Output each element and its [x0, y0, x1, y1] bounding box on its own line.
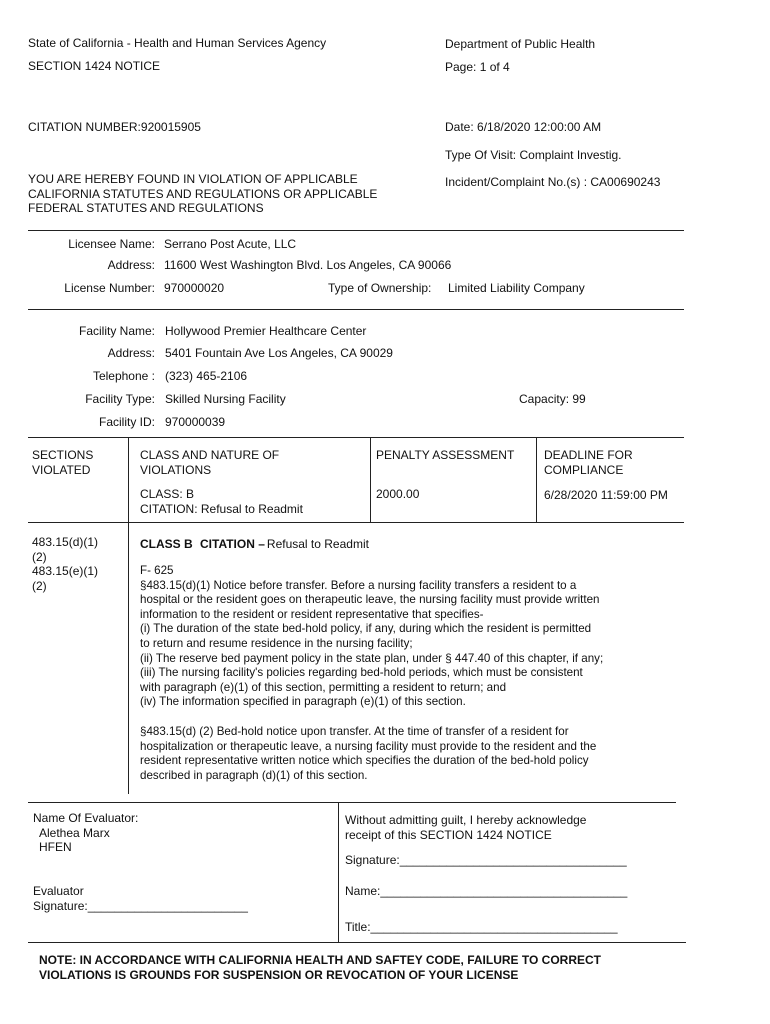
visit-type: Type Of Visit: Complaint Investig.: [445, 148, 622, 162]
section-code: 483.15(e)(1): [32, 564, 99, 579]
regulation-line: hospitalization or therapeutic leave, a nursing facility must provide to the resident and the: [140, 739, 597, 753]
page-indicator: Page: 1 of 4: [445, 60, 510, 74]
license-number-label: License Number:: [64, 281, 155, 295]
section-code: 483.15(d)(1): [32, 535, 99, 549]
evaluator-signature-line: Signature:________________________: [33, 899, 248, 913]
recipient-title-field[interactable]: Title:_____________________________________: [345, 920, 618, 934]
violation-statement: [28, 172, 377, 216]
facility-name: Hollywood Premier Healthcare Center: [165, 324, 367, 338]
violation-statement-line: CALIFORNIA STATUTES AND REGULATIONS OR APPLICABLE: [28, 186, 378, 201]
citation-number-label: CITATION NUMBER:: [28, 120, 141, 134]
citation-number: [28, 120, 201, 134]
ownership-type: Limited Liability Company: [448, 281, 585, 295]
sections-header-line: VIOLATED: [32, 462, 91, 477]
violation-heading-class: CLASS B: [140, 537, 193, 551]
footer-note: [39, 953, 601, 982]
regulation-line: (ii) The reserve bed payment policy in the state plan, under § 447.40 of this chapter, if any;: [140, 651, 604, 665]
regulation-line: (iii) The nursing facility's policies regarding bed-hold periods, which must be consistent: [140, 666, 583, 680]
column-divider: [128, 437, 129, 522]
acknowledgement-line: receipt of this SECTION 1424 NOTICE: [345, 827, 552, 842]
recipient-signature-field[interactable]: Signature:__________________________________: [345, 853, 627, 867]
regulation-line: described in paragraph (d)(1) of this section.: [140, 768, 368, 782]
violation-statement-line: FEDERAL STATUTES AND REGULATIONS: [28, 201, 264, 215]
citation-value: CITATION: Refusal to Readmit: [140, 502, 303, 516]
violation-body-1: [140, 564, 680, 710]
facility-id: 970000039: [165, 415, 226, 429]
sections-header: [32, 448, 93, 477]
regulation-line: hospital or the resident goes on therapeutic leave, the nursing facility must provide written: [140, 593, 600, 607]
table-row-border: [28, 522, 684, 523]
facility-name-label: Facility Name:: [78, 324, 155, 338]
regulation-line: to return and resume residence in the nursing facility;: [140, 636, 413, 650]
column-divider: [370, 437, 371, 522]
class-nature-header: [140, 448, 279, 477]
class-value: CLASS: B: [140, 487, 195, 501]
regulation-line: resident representative written notice which specifies the duration of the bed-hold policy: [140, 754, 589, 768]
facility-address: 5401 Fountain Ave Los Angeles, CA 90029: [165, 346, 393, 360]
section-code: (2): [32, 578, 47, 593]
column-divider: [128, 522, 129, 794]
penalty-header: PENALTY ASSESSMENT: [376, 448, 515, 462]
evaluator-signature-label: Evaluator: [33, 884, 84, 898]
licensee-address: 11600 West Washington Blvd. Los Angeles, CA 90066: [164, 258, 452, 272]
deadline-header: [544, 448, 633, 477]
table-top-border: [28, 437, 684, 438]
regulation-line: §483.15(d)(1) Notice before transfer. Before a nursing facility transfers a resident to a: [140, 578, 577, 592]
citation-date: Date: 6/18/2020 12:00:00 AM: [445, 120, 602, 134]
sections-violated-list: [32, 535, 98, 593]
facility-type-label: Facility Type:: [85, 392, 155, 406]
footer-note-line: VIOLATIONS IS GROUNDS FOR SUSPENSION OR REVOCATION OF YOUR LICENSE: [39, 967, 519, 982]
facility-id-label: Facility ID:: [98, 415, 155, 429]
divider: [28, 230, 684, 231]
violation-statement-line: YOU ARE HEREBY FOUND IN VIOLATION OF APPLICABLE: [28, 172, 358, 186]
regulation-line: (i) The duration of the state bed-hold policy, if any, during which the resident is permitted: [140, 622, 592, 636]
facility-type: Skilled Nursing Facility: [165, 392, 286, 406]
acknowledgement-text: [345, 813, 586, 842]
violation-body-2: [140, 725, 680, 783]
capacity: Capacity: 99: [519, 392, 586, 406]
licensee-address-label: Address:: [107, 258, 155, 272]
evaluator-block: [33, 811, 138, 855]
telephone-label: Telephone :: [92, 369, 155, 383]
citation-number-value: 920015905: [140, 120, 201, 134]
regulation-line: with paragraph (e)(1) of this section, permitting a resident to return; and: [140, 680, 507, 694]
class-nature-header-line: VIOLATIONS: [140, 462, 212, 477]
regulation-line: §483.15(d) (2) Bed-hold notice upon transfer. At the time of transfer of a resident for: [140, 725, 569, 738]
deadline-header-line: COMPLIANCE: [544, 462, 624, 477]
evaluator-title: HFEN: [39, 840, 72, 854]
deadline-value: 6/28/2020 11:59:00 PM: [544, 488, 668, 502]
class-nature-header-line: CLASS AND NATURE OF: [140, 448, 280, 462]
section-title: SECTION 1424 NOTICE: [28, 59, 161, 73]
agency-name: State of California - Health and Human Services Agency: [28, 36, 327, 50]
signature-section-border: [28, 802, 676, 803]
acknowledgement-line: Without admitting guilt, I hereby acknowledge: [345, 813, 587, 827]
licensee-name-label: Licensee Name:: [68, 237, 155, 251]
violation-heading-citation: CITATION –: [200, 537, 265, 551]
evaluator-name: Alethea Marx: [39, 825, 110, 840]
class-cell: [140, 487, 303, 517]
section-code: (2): [32, 549, 47, 564]
evaluator-name-label: Name Of Evaluator:: [33, 811, 139, 825]
footer-note-line: NOTE: IN ACCORDANCE WITH CALIFORNIA HEALTH AND SAFTEY CODE, FAILURE TO CORRECT: [39, 953, 601, 967]
penalty-value: 2000.00: [376, 487, 420, 501]
deadline-header-line: DEADLINE FOR: [544, 448, 633, 462]
license-number: 970000020: [164, 281, 225, 295]
divider: [28, 309, 684, 310]
regulation-line: information to the resident or resident representative that specifies-: [140, 607, 484, 621]
facility-address-label: Address:: [107, 346, 155, 360]
ownership-label: Type of Ownership:: [328, 281, 432, 295]
recipient-name-field[interactable]: Name:_____________________________________: [345, 884, 628, 898]
evaluator-signature: [33, 884, 248, 914]
f-tag: F- 625: [140, 564, 174, 577]
regulation-line: (iv) The information specified in paragraph (e)(1) of this section.: [140, 695, 466, 709]
signature-column-divider: [338, 802, 339, 942]
telephone: (323) 465-2106: [165, 369, 248, 383]
violation-heading: [140, 537, 369, 551]
violation-heading-subject: Refusal to Readmit: [266, 537, 369, 551]
footer-border: [28, 942, 686, 943]
licensee-name: Serrano Post Acute, LLC: [164, 237, 297, 251]
incident-number: Incident/Complaint No.(s) : CA00690243: [445, 175, 661, 189]
column-divider: [536, 437, 537, 522]
sections-header-line: SECTIONS: [32, 448, 94, 462]
department-name: Department of Public Health: [445, 37, 596, 51]
